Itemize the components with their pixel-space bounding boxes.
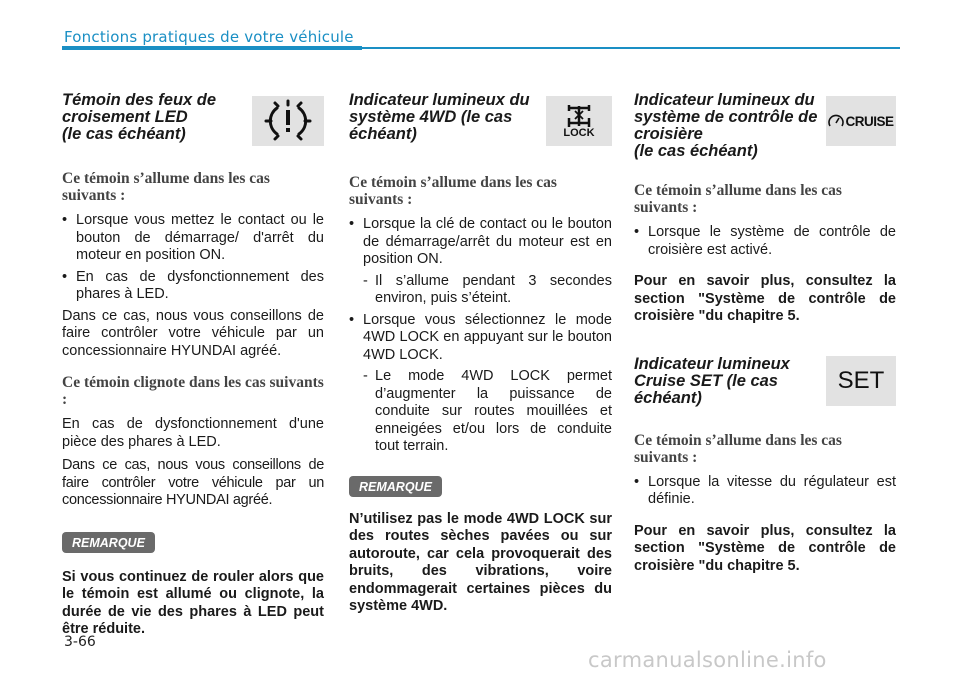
remarque-badge: REMARQUE: [349, 476, 442, 497]
watermark: carmanualsonline.info: [588, 648, 827, 672]
dash-item: - Le mode 4WD LOCK permet d’augmenter la puissance de conduite sur routes mouillées et enneigées et/ou lors de conduite tout terrain.: [363, 368, 612, 454]
section-heading: [349, 92, 612, 144]
cruise-icon: [826, 96, 896, 146]
column-cruise: [634, 92, 896, 575]
note-text: Si vous continuez de rouler alors que le témoin est allumé ou clignote, la durée de vie des phares à LED peut être réduite.: [62, 568, 324, 637]
title-line: échéant): [634, 388, 702, 407]
subheading: Ce témoin s’allume dans les cas suivants :: [634, 431, 842, 466]
subheading: Ce témoin s’allume dans les cas suivants :: [634, 182, 842, 216]
paragraph: Dans ce cas, nous vous conseillons de faire contrôler votre véhicule par un concessionnaire HYUNDAI agréé.: [62, 307, 324, 359]
header-rule-thin: [362, 47, 900, 49]
section-heading: [62, 92, 324, 144]
led-warning-icon: [252, 96, 324, 146]
4wd-lock-icon: [546, 96, 612, 146]
title-line: croisement LED: [62, 108, 188, 126]
bullet-item: • Lorsque la clé de contact ou le bouton de démarrage/arrêt du moteur est en position ON.: [349, 216, 612, 269]
note-text: Pour en savoir plus, consultez la section "Système de contrôle de croisière "du chapitre 5.: [634, 522, 896, 574]
title-line: croisière: [634, 125, 703, 143]
title-line: système 4WD (le cas: [349, 108, 513, 126]
title-line: Indicateur lumineux du: [634, 91, 815, 109]
bullet-item: • Lorsque la vitesse du régulateur est définie.: [634, 474, 896, 509]
subheading: Ce témoin s’allume dans les cas suivants :: [62, 170, 270, 204]
paragraph: En cas de dysfonctionnement d'une pièce des phares à LED.: [62, 416, 324, 450]
lock-label: LOCK: [563, 126, 595, 139]
note-text: N’utilisez pas le mode 4WD LOCK sur des routes sèches pavées ou sur autoroute, car cela provoquerait des bruits, des vibrations, voire endommagerait certaines pièces du système 4WD.: [349, 510, 612, 614]
bullet-item: • Lorsque le système de contrôle de croisière est activé.: [634, 224, 896, 259]
bullet-item: • Lorsque vous sélectionnez le mode 4WD LOCK en appuyant sur le bouton 4WD LOCK.: [349, 312, 612, 365]
set-label: SET: [837, 366, 885, 394]
title-line: système de contrôle de: [634, 108, 818, 126]
page-number: 3-66: [64, 634, 96, 650]
subheading: Ce témoin s’allume dans les cas suivants :: [349, 174, 557, 208]
section-heading: [634, 92, 896, 160]
column-4wd: [349, 92, 612, 616]
title-line: Cruise SET (le cas: [634, 371, 778, 390]
title-line: (le cas échéant): [62, 125, 186, 143]
bullet-item: • Lorsque vous mettez le contact ou le bouton de démarrage/ d'arrêt du moteur en position ON.: [62, 212, 324, 265]
section-header: Fonctions pratiques de votre véhicule: [64, 28, 354, 46]
dash-item: - Il s’allume pendant 3 secondes environ, puis s’éteint.: [363, 272, 612, 306]
header-rule: [62, 46, 362, 50]
title-line: échéant): [349, 125, 417, 143]
subheading: Ce témoin clignote dans les cas suivants :: [62, 374, 324, 408]
bullet-item: • En cas de dysfonctionnement des phares à LED.: [62, 269, 324, 304]
set-icon: [826, 356, 896, 406]
section-heading: [634, 356, 896, 408]
title-line: Indicateur lumineux: [634, 354, 790, 373]
remarque-badge: REMARQUE: [62, 532, 155, 553]
note-text: Pour en savoir plus, consultez la section "Système de contrôle de croisière "du chapitre 5.: [634, 273, 896, 324]
column-led-lowbeam: [62, 92, 324, 639]
paragraph: Dans ce cas, nous vous conseillons de faire contrôler votre véhicule par un concessionnaire HYUNDAI agréé.: [62, 457, 324, 508]
title-line: Témoin des feux de: [62, 91, 217, 109]
cruise-label: CRUISE: [845, 113, 894, 129]
title-line: Indicateur lumineux du: [349, 91, 530, 109]
title-line: (le cas échéant): [634, 142, 758, 160]
